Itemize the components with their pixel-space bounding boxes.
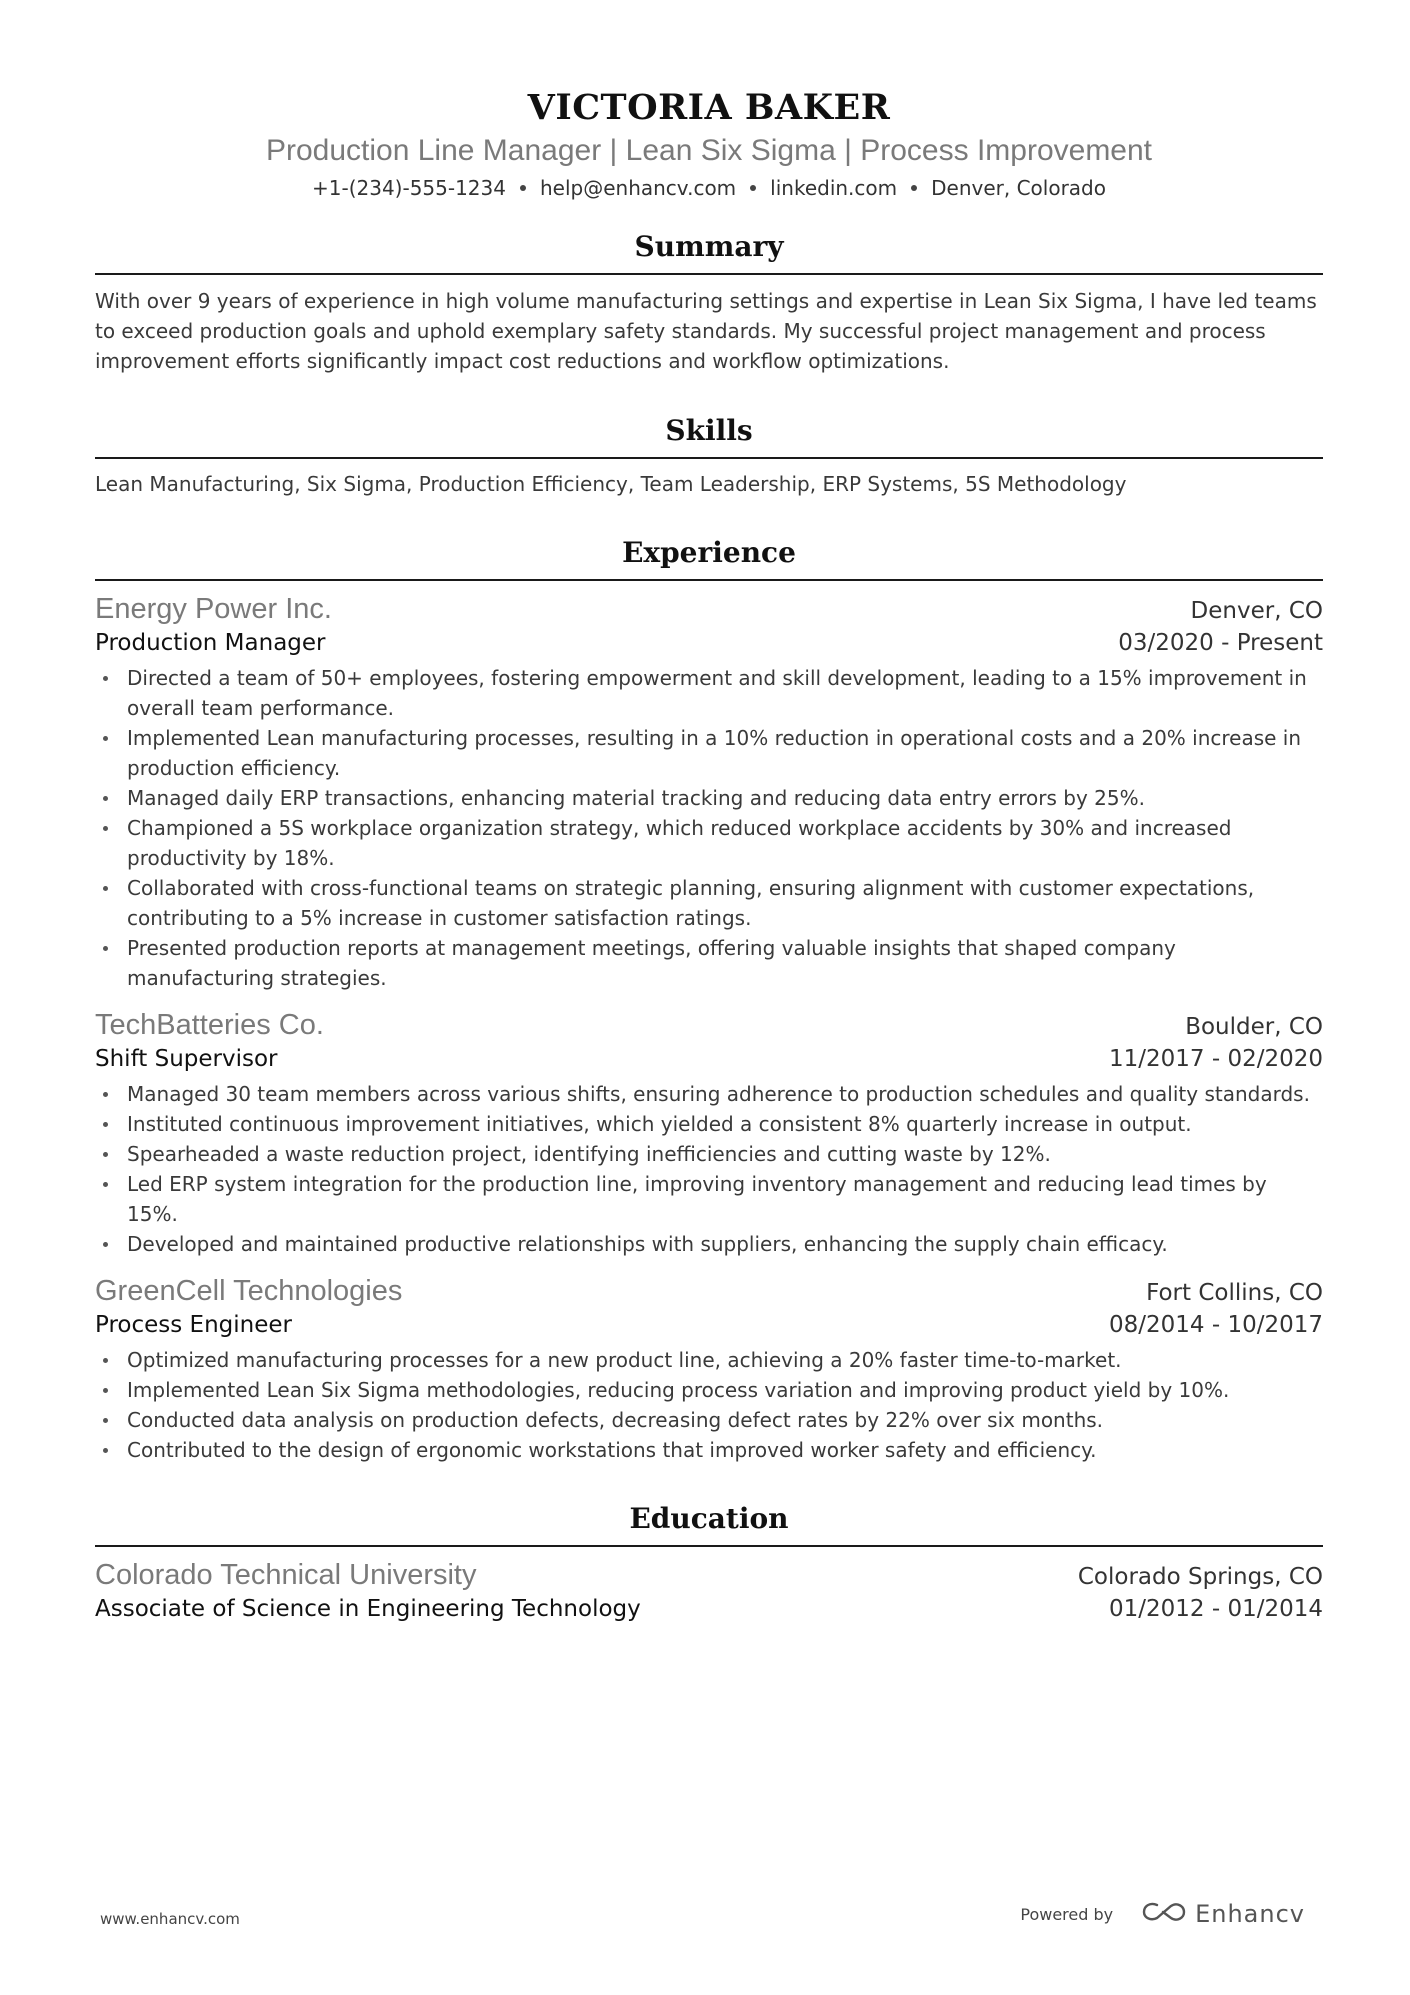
experience-section bbox=[95, 535, 1323, 1465]
job-location: Boulder, CO bbox=[1185, 1014, 1323, 1040]
skills-text: Lean Manufacturing, Six Sigma, Production Efficiency, Team Leadership, ERP Systems, 5S Methodology bbox=[95, 472, 1127, 496]
powered-by-label: Powered by bbox=[1020, 1904, 1114, 1924]
section-title-experience: Experience bbox=[622, 536, 796, 569]
headline: Production Line Manager | Lean Six Sigma | Process Improvement bbox=[265, 134, 1153, 167]
candidate-name: VICTORIA BAKER bbox=[527, 87, 891, 128]
education-entry bbox=[95, 1557, 1323, 1625]
section-divider bbox=[95, 1545, 1323, 1547]
job-bullets bbox=[95, 1079, 1323, 1259]
section-divider bbox=[95, 457, 1323, 459]
degree: Associate of Science in Engineering Technology bbox=[95, 1596, 641, 1622]
separator-dot bbox=[520, 185, 526, 191]
job-dates: 08/2014 - 10/2017 bbox=[1108, 1312, 1323, 1338]
section-divider bbox=[95, 273, 1323, 275]
school-name: Colorado Technical University bbox=[95, 1559, 477, 1591]
job-entry bbox=[95, 1007, 1323, 1259]
job-dates: 03/2020 - Present bbox=[1118, 630, 1323, 656]
job-title: Production Manager bbox=[95, 630, 326, 656]
job-title: Process Engineer bbox=[95, 1312, 292, 1338]
summary-section bbox=[95, 229, 1323, 376]
email-link[interactable]: help@enhancv.com bbox=[539, 176, 737, 200]
enhancv-wordmark: Enhancv bbox=[1195, 1900, 1305, 1928]
company-name: GreenCell Technologies bbox=[95, 1275, 403, 1307]
job-bullets bbox=[95, 663, 1323, 993]
bullet-item: Implemented Lean Six Sigma methodologies, reducing process variation and improving product yield by 10%. bbox=[95, 1375, 1323, 1405]
bullet-item: Developed and maintained productive relationships with suppliers, enhancing the supply chain efficacy. bbox=[95, 1229, 1323, 1259]
job-entry bbox=[95, 1273, 1323, 1465]
linkedin-link[interactable]: linkedin.com bbox=[770, 176, 898, 200]
section-title-summary: Summary bbox=[634, 230, 784, 263]
footer-branding bbox=[1020, 1900, 1305, 1928]
phone: +1-(234)-555-1234 bbox=[312, 176, 506, 200]
bullet-item: Presented production reports at management meetings, offering valuable insights that shaped company manufacturing strategies. bbox=[95, 933, 1323, 993]
bullet-item: Spearheaded a waste reduction project, identifying inefficiencies and cutting waste by 12%. bbox=[95, 1139, 1323, 1169]
separator-dot bbox=[911, 185, 917, 191]
section-title-education: Education bbox=[629, 1502, 789, 1535]
bullet-item: Collaborated with cross-functional teams on strategic planning, ensuring alignment with customer expectations, contributing to a 5% increase in customer satisfaction ratings. bbox=[95, 873, 1323, 933]
bullet-item: Implemented Lean manufacturing processes, resulting in a 10% reduction in operational costs and a 20% increase in production efficiency. bbox=[95, 723, 1323, 783]
bullet-item: Instituted continuous improvement initiatives, which yielded a consistent 8% quarterly increase in output. bbox=[95, 1109, 1323, 1139]
education-dates: 01/2012 - 01/2014 bbox=[1108, 1596, 1323, 1622]
bullet-item: Championed a 5S workplace organization strategy, which reduced workplace accidents by 30% and increased productivity by 18%. bbox=[95, 813, 1323, 873]
section-divider bbox=[95, 579, 1323, 581]
job-bullets bbox=[95, 1345, 1323, 1465]
bullet-item: Conducted data analysis on production defects, decreasing defect rates by 22% over six months. bbox=[95, 1405, 1323, 1435]
resume-page bbox=[95, 0, 1323, 1625]
job-dates: 11/2017 - 02/2020 bbox=[1108, 1046, 1323, 1072]
skills-section bbox=[95, 413, 1323, 499]
education-section bbox=[95, 1501, 1323, 1625]
bullet-item: Managed 30 team members across various shifts, ensuring adherence to production schedules and quality standards. bbox=[95, 1079, 1323, 1109]
job-location: Fort Collins, CO bbox=[1146, 1280, 1323, 1306]
job-location: Denver, CO bbox=[1190, 598, 1323, 624]
footer-website-link[interactable]: www.enhancv.com bbox=[100, 1910, 240, 1928]
location: Denver, Colorado bbox=[931, 176, 1106, 200]
bullet-item: Contributed to the design of ergonomic workstations that improved worker safety and efficiency. bbox=[95, 1435, 1323, 1465]
bullet-item: Managed daily ERP transactions, enhancing material tracking and reducing data entry errors by 25%. bbox=[95, 783, 1323, 813]
bullet-item: Optimized manufacturing processes for a new product line, achieving a 20% faster time-to-market. bbox=[95, 1345, 1323, 1375]
section-title-skills: Skills bbox=[665, 414, 753, 447]
bullet-item: Directed a team of 50+ employees, fostering empowerment and skill development, leading to a 15% improvement in overall team performance. bbox=[95, 663, 1323, 723]
job-entry bbox=[95, 591, 1323, 993]
separator-dot bbox=[750, 185, 756, 191]
company-name: TechBatteries Co. bbox=[95, 1009, 324, 1041]
resume-header bbox=[95, 0, 1323, 202]
job-title: Shift Supervisor bbox=[95, 1046, 278, 1072]
summary-text: With over 9 years of experience in high volume manufacturing settings and expertise in Lean Six Sigma, I have led teams to exceed production goals and uphold exemplary safety standards. My successful project management and process improvement efforts significantly impact cost reductions and workflow optimizations. bbox=[95, 289, 1317, 373]
company-name: Energy Power Inc. bbox=[95, 593, 332, 625]
contact-info bbox=[95, 174, 1323, 202]
enhancv-logo-icon bbox=[1141, 1900, 1187, 1928]
bullet-item: Led ERP system integration for the production line, improving inventory management and reducing lead times by 15%. bbox=[95, 1169, 1323, 1229]
school-location: Colorado Springs, CO bbox=[1077, 1564, 1323, 1590]
